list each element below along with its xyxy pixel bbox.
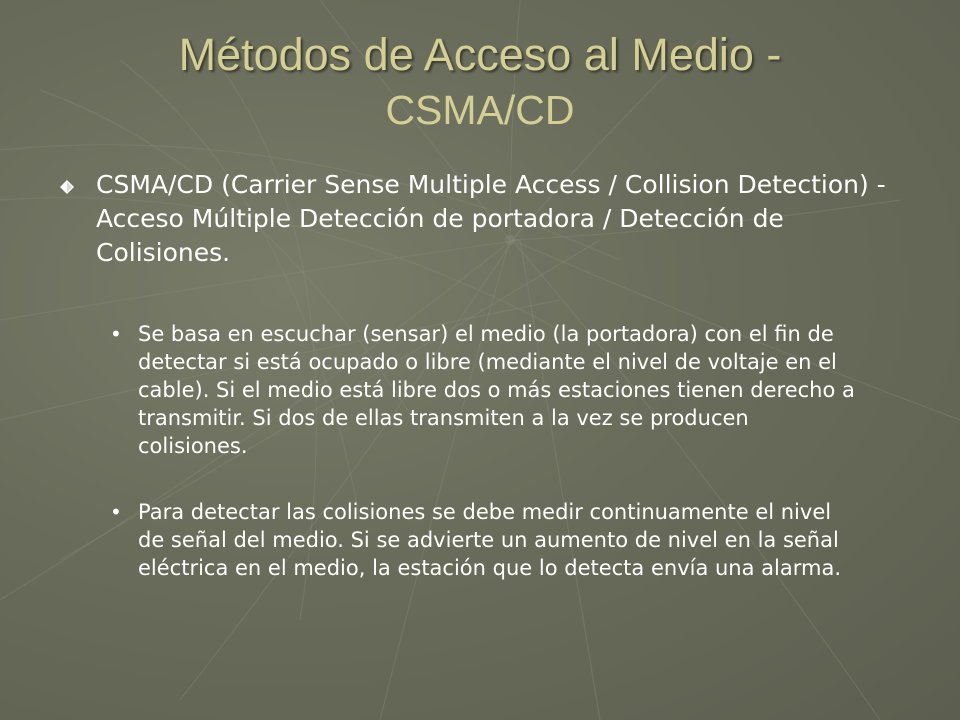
list-item	[110, 320, 900, 460]
list-item	[110, 498, 900, 582]
title-main: Métodos de Acceso al Medio -	[178, 29, 782, 80]
dot-bullet-icon: •	[110, 322, 122, 346]
sub-bullet-text: Para detectar las colisiones se debe medir continuamente el nivel de señal del medio. Si se advierte un aumento de nivel en la señal eléctrica en el medio, la estación que lo detecta envía una alarma.	[138, 500, 841, 580]
diamond-bullet-icon	[60, 168, 96, 194]
slide-title	[0, 28, 960, 135]
title-subtitle: CSMA/CD	[385, 87, 575, 133]
sub-bullet-text: Se basa en escuchar (sensar) el medio (la portadora) con el fin de detectar si está ocupado o libre (mediante el nivel de voltaje en el cable). Si el medio está libre dos o más estaciones tienen derecho a transmitir. Si dos de ellas transmiten a la vez se producen colisiones.	[138, 322, 855, 458]
slide-content	[60, 168, 900, 620]
main-bullet-text: CSMA/CD (Carrier Sense Multiple Access / Collision Detection) - Acceso Múltiple Detección de portadora / Detección de Colisiones.	[96, 170, 886, 267]
sub-bullet-list	[60, 320, 900, 582]
dot-bullet-icon: •	[110, 500, 122, 524]
main-bullet-item	[60, 168, 900, 270]
